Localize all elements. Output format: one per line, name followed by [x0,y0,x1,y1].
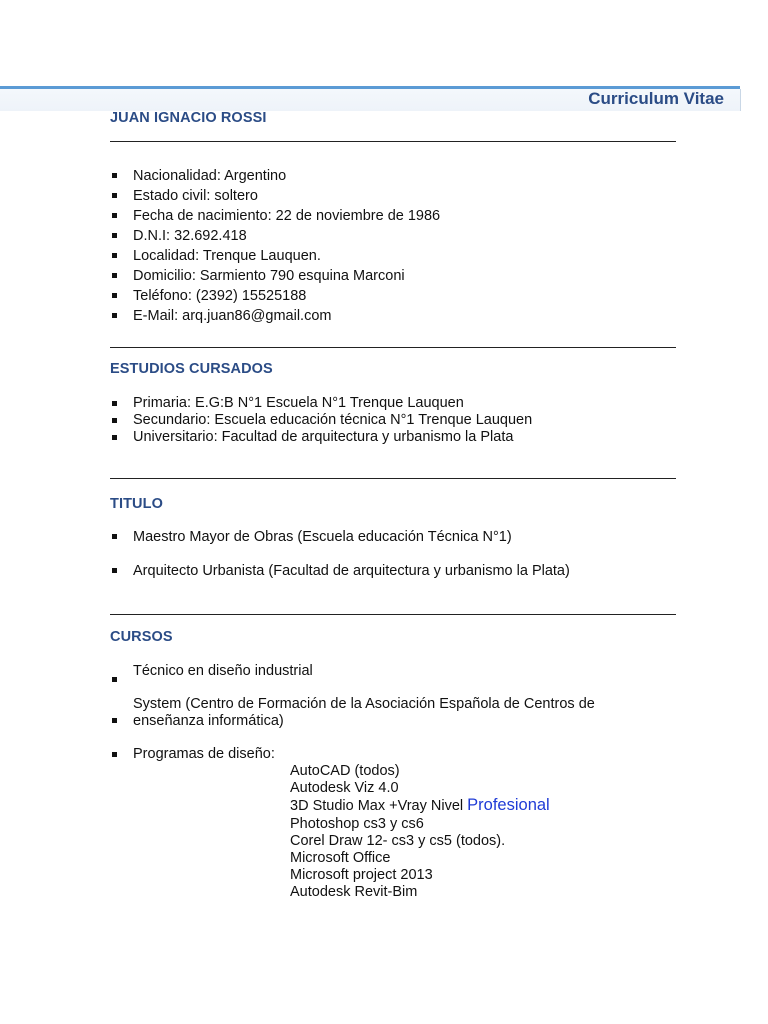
divider [110,141,676,142]
personal-civil-status: Estado civil: soltero [133,188,258,204]
list-item [110,166,440,186]
titulo-list [110,527,570,595]
program-item: Microsoft Office [290,850,391,867]
divider [110,347,676,348]
bullet-icon [112,193,117,198]
program-item [290,797,550,815]
titulo-mmo: Maestro Mayor de Obras (Escuela educación Técnica N°1) [133,529,512,545]
candidate-name: JUAN IGNACIO ROSSI [110,110,267,126]
curso-system-line1: System (Centro de Formación de la Asociación Española de Centros de [133,696,595,712]
divider [110,478,676,479]
estudios-list [110,395,532,446]
personal-birth-date: Fecha de nacimiento: 22 de noviembre de 1986 [133,208,441,224]
curso-system-line2: enseñanza informática) [133,713,284,729]
bullet-icon [112,233,117,238]
curso-tecnico: Técnico en diseño industrial [133,663,313,679]
program-item: Microsoft project 2013 [290,867,433,884]
bullet-icon [112,313,117,318]
personal-email: E-Mail: arq.juan86@gmail.com [133,308,332,324]
list-item [110,266,440,286]
personal-locality: Localidad: Trenque Lauquen. [133,248,321,264]
bullet-icon [112,213,117,218]
list-item [110,663,595,696]
bullet-icon [112,418,117,423]
list-item [110,226,440,246]
estudios-primaria: Primaria: E.G:B N°1 Escuela N°1 Trenque Lauquen [133,395,464,411]
titulo-arquitecto: Arquitecto Urbanista (Facultad de arquitectura y urbanismo la Plata) [133,563,570,579]
program-item: Corel Draw 12- cs3 y cs5 (todos). [290,832,506,849]
estudios-universitario: Universitario: Facultad de arquitectura y urbanismo la Plata [133,429,514,445]
divider [110,614,676,615]
program-item: AutoCAD (todos) [290,763,400,779]
section-heading-cursos: CURSOS [110,629,173,645]
bullet-icon [112,435,117,440]
list-item [110,246,440,266]
estudios-secundario: Secundario: Escuela educación técnica N°1 Trenque Lauquen [133,412,533,428]
program-item: Autodesk Revit-Bim [290,884,418,901]
document-title: Curriculum Vitae [588,89,724,108]
list-item [110,412,532,429]
list-item [110,527,570,561]
bullet-icon [112,718,117,723]
program-item: Photoshop cs3 y cs6 [290,815,424,832]
program-item: Autodesk Viz 4.0 [290,780,399,797]
list-item [110,206,440,226]
bullet-icon [112,752,117,757]
personal-address: Domicilio: Sarmiento 790 esquina Marconi [133,268,405,284]
bullet-icon [112,677,117,682]
bullet-icon [112,173,117,178]
list-item [110,306,440,326]
programs-label: Programas de diseño: [133,746,275,762]
profesional-link[interactable]: Profesional [467,796,550,815]
bullet-icon [112,401,117,406]
bullet-icon [112,253,117,258]
list-item [110,561,570,595]
list-item [110,746,595,763]
bullet-icon [112,273,117,278]
list-item [110,429,532,446]
bullet-icon [112,534,117,539]
personal-dni: D.N.I: 32.692.418 [133,228,247,244]
list-item [110,186,440,206]
cursos-list [110,663,595,763]
bullet-icon [112,568,117,573]
personal-nationality: Nacionalidad: Argentino [133,168,287,184]
personal-phone: Teléfono: (2392) 15525188 [133,288,307,304]
list-item [110,395,532,412]
section-heading-estudios: ESTUDIOS CURSADOS [110,361,273,377]
list-item [110,286,440,306]
program-item-text: 3D Studio Max +Vray Nivel [290,798,464,815]
programs-list [290,763,550,902]
list-item [110,696,595,746]
section-heading-titulo: TITULO [110,496,163,512]
bullet-icon [112,293,117,298]
personal-info-list [110,166,440,326]
